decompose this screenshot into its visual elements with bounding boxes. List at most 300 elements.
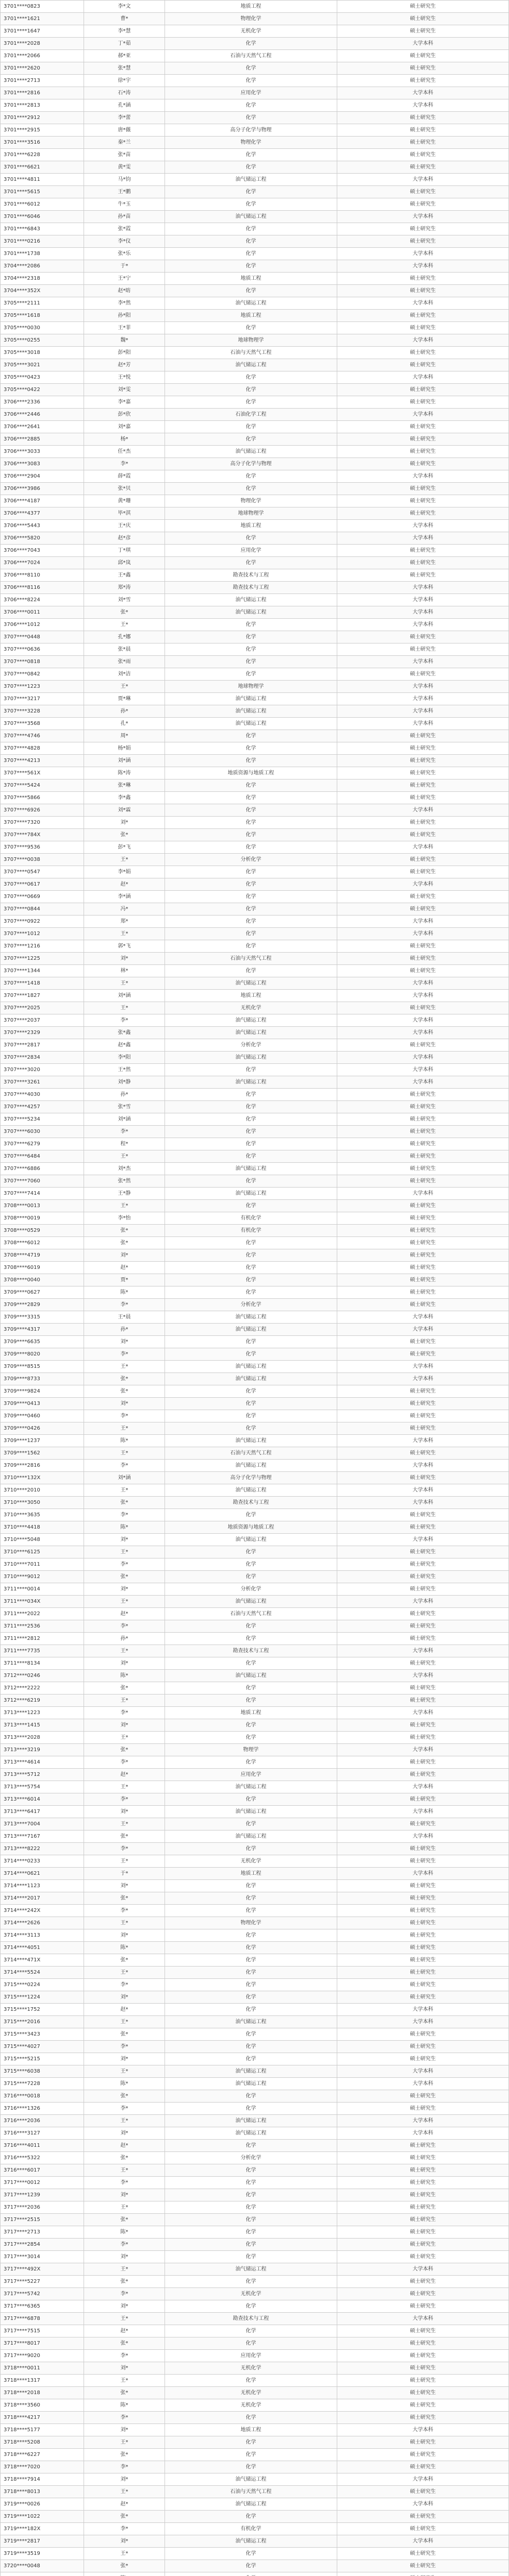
- id-cell: 3714****0621: [1, 1868, 84, 1880]
- table-row: [1, 1460, 509, 1472]
- degree-cell: 大学本科: [337, 2016, 509, 2028]
- id-cell: 3706****4377: [1, 507, 84, 520]
- degree-cell: 硕士研究生: [337, 1546, 509, 1558]
- table-row: [1, 1188, 509, 1200]
- table-row: [1, 1694, 509, 1707]
- id-cell: 3713****1223: [1, 1707, 84, 1719]
- name-cell: 刘*: [84, 2473, 165, 2486]
- degree-cell: 硕士研究生: [337, 2152, 509, 2164]
- id-cell: 3706****5443: [1, 520, 84, 532]
- major-cell: 化学: [165, 1410, 337, 1422]
- id-cell: 3709****1562: [1, 1447, 84, 1460]
- id-cell: 3701****2066: [1, 50, 84, 62]
- id-cell: 3714****5524: [1, 1967, 84, 1979]
- major-cell: 油气储运工程: [165, 2016, 337, 2028]
- id-cell: 3716****4011: [1, 2140, 84, 2152]
- degree-cell: 硕士研究生: [337, 1447, 509, 1460]
- id-cell: 3717****3014: [1, 2251, 84, 2263]
- table-row: [1, 458, 509, 470]
- degree-cell: 硕士研究生: [337, 1175, 509, 1188]
- degree-cell: 硕士研究生: [337, 421, 509, 433]
- name-cell: 张*: [84, 1571, 165, 1583]
- table-row: [1, 1484, 509, 1497]
- degree-cell: 硕士研究生: [337, 1756, 509, 1769]
- id-cell: 3715****1224: [1, 1991, 84, 2004]
- major-cell: 地球物理学: [165, 334, 337, 347]
- degree-cell: 大学本科: [337, 1868, 509, 1880]
- name-cell: 刘*涵: [84, 990, 165, 1002]
- table-row: [1, 792, 509, 804]
- degree-cell: 大学本科: [337, 1076, 509, 1089]
- degree-cell: 大学本科: [337, 2115, 509, 2127]
- table-row: [1, 903, 509, 916]
- degree-cell: 硕士研究生: [337, 1472, 509, 1484]
- major-cell: 地质工程: [165, 273, 337, 285]
- id-cell: 3707****0038: [1, 854, 84, 866]
- name-cell: 王*: [84, 2115, 165, 2127]
- major-cell: 化学: [165, 619, 337, 631]
- degree-cell: 硕士研究生: [337, 1237, 509, 1249]
- name-cell: 毕*淇: [84, 507, 165, 520]
- degree-cell: 硕士研究生: [337, 2214, 509, 2226]
- degree-cell: 大学本科: [337, 2313, 509, 2325]
- table-row: [1, 705, 509, 718]
- degree-cell: 硕士研究生: [337, 1385, 509, 1398]
- major-cell: 化学: [165, 2560, 337, 2572]
- table-row: [1, 2412, 509, 2424]
- major-cell: 地质工程: [165, 520, 337, 532]
- name-cell: 王*: [84, 2164, 165, 2177]
- degree-cell: 硕士研究生: [337, 2461, 509, 2473]
- degree-cell: 大学本科: [337, 87, 509, 99]
- table-row: [1, 507, 509, 520]
- name-cell: 王*: [84, 2548, 165, 2560]
- name-cell: 王*: [84, 2065, 165, 2078]
- id-cell: 3706****3083: [1, 458, 84, 470]
- name-cell: 孙*: [84, 1089, 165, 1101]
- id-cell: 3707****0842: [1, 668, 84, 681]
- name-cell: 李*: [84, 1905, 165, 1917]
- degree-cell: 硕士研究生: [337, 112, 509, 124]
- id-cell: 3705****3021: [1, 359, 84, 371]
- name-cell: 赵*彦: [84, 532, 165, 545]
- name-cell: 刘*: [84, 1806, 165, 1818]
- id-cell: 3708****0040: [1, 1274, 84, 1286]
- id-cell: 3716****5322: [1, 2152, 84, 2164]
- table-row: [1, 2239, 509, 2251]
- major-cell: 化学: [165, 1064, 337, 1076]
- table-row: [1, 2548, 509, 2560]
- degree-cell: 硕士研究生: [337, 1917, 509, 1929]
- name-cell: 刘*静: [84, 1076, 165, 1089]
- table-row: [1, 1163, 509, 1175]
- degree-cell: 硕士研究生: [337, 2548, 509, 2560]
- major-cell: 油气储运工程: [165, 1484, 337, 1497]
- name-cell: 王*: [84, 2016, 165, 2028]
- name-cell: 赵*: [84, 878, 165, 891]
- id-cell: 3705****0423: [1, 371, 84, 384]
- name-cell: 刘*: [84, 2127, 165, 2140]
- major-cell: 化学: [165, 1880, 337, 1892]
- id-cell: 3715****2016: [1, 2016, 84, 2028]
- degree-cell: 大学本科: [337, 334, 509, 347]
- name-cell: 张*: [84, 2090, 165, 2103]
- name-cell: 贾*琳: [84, 693, 165, 705]
- table-row: [1, 891, 509, 903]
- degree-cell: 硕士研究生: [337, 903, 509, 916]
- id-cell: 3706****2336: [1, 396, 84, 409]
- name-cell: 王*: [84, 1694, 165, 1707]
- name-cell: 张*: [84, 2387, 165, 2399]
- major-cell: 化学: [165, 1398, 337, 1410]
- table-row: [1, 1868, 509, 1880]
- major-cell: 化学: [165, 891, 337, 903]
- degree-cell: 硕士研究生: [337, 545, 509, 557]
- name-cell: 张*: [84, 2214, 165, 2226]
- id-cell: 3710****4418: [1, 1521, 84, 1534]
- id-cell: 3707****0818: [1, 656, 84, 668]
- name-cell: 刘*涵: [84, 1113, 165, 1126]
- name-cell: 张*: [84, 1385, 165, 1398]
- degree-cell: 硕士研究生: [337, 2276, 509, 2288]
- degree-cell: 大学本科: [337, 1014, 509, 1027]
- id-cell: 3701****2912: [1, 112, 84, 124]
- major-cell: 化学: [165, 940, 337, 953]
- major-cell: 化学: [165, 1719, 337, 1732]
- degree-cell: 大学本科: [337, 2473, 509, 2486]
- major-cell: 高分子化学与物理: [165, 124, 337, 137]
- major-cell: 化学: [165, 1126, 337, 1138]
- table-row: [1, 2375, 509, 2387]
- name-cell: 刘*雯: [84, 384, 165, 396]
- degree-cell: 硕士研究生: [337, 755, 509, 767]
- name-cell: 张*: [84, 1373, 165, 1385]
- table-body: [1, 1, 509, 2576]
- major-cell: 化学: [165, 2449, 337, 2461]
- degree-cell: 大学本科: [337, 532, 509, 545]
- table-row: [1, 2164, 509, 2177]
- major-cell: 油气储运工程: [165, 1163, 337, 1175]
- id-cell: 3708****0529: [1, 1225, 84, 1237]
- degree-cell: 硕士研究生: [337, 2177, 509, 2189]
- major-cell: 化学: [165, 2239, 337, 2251]
- name-cell: 张*雪: [84, 1101, 165, 1113]
- name-cell: 李*怡: [84, 1212, 165, 1225]
- name-cell: 李*: [84, 2239, 165, 2251]
- table-row: [1, 2461, 509, 2473]
- major-cell: 化学: [165, 371, 337, 384]
- table-row: [1, 1546, 509, 1558]
- id-cell: 3718****6227: [1, 2449, 84, 2461]
- name-cell: 张*: [84, 1682, 165, 1694]
- name-cell: 丁*茹: [84, 38, 165, 50]
- id-cell: 3707****0669: [1, 891, 84, 903]
- major-cell: 油气储运工程: [165, 2115, 337, 2127]
- name-cell: 王*: [84, 2436, 165, 2449]
- id-cell: 3701****6228: [1, 149, 84, 161]
- table-row: [1, 1361, 509, 1373]
- name-cell: 李*: [84, 1509, 165, 1521]
- table-row: [1, 2251, 509, 2263]
- major-cell: 化学: [165, 1150, 337, 1163]
- name-cell: 程*: [84, 1138, 165, 1150]
- degree-cell: 硕士研究生: [337, 495, 509, 507]
- table-row: [1, 137, 509, 149]
- id-cell: 3707****4213: [1, 755, 84, 767]
- table-row: [1, 2486, 509, 2498]
- name-cell: 李*涵: [84, 891, 165, 903]
- table-row: [1, 1954, 509, 1967]
- major-cell: 化学: [165, 2177, 337, 2189]
- degree-cell: 硕士研究生: [337, 2053, 509, 2065]
- table-row: [1, 1831, 509, 1843]
- table-row: [1, 1200, 509, 1212]
- major-cell: 化学: [165, 1843, 337, 1855]
- major-cell: 化学: [165, 631, 337, 643]
- name-cell: 李*: [84, 2103, 165, 2115]
- major-cell: 化学: [165, 186, 337, 198]
- major-cell: 油气储运工程: [165, 1781, 337, 1793]
- name-cell: 张*: [84, 2028, 165, 2041]
- table-row: [1, 1633, 509, 1645]
- name-cell: 刘*: [84, 2189, 165, 2201]
- id-cell: 3715****6038: [1, 2065, 84, 2078]
- table-row: [1, 1818, 509, 1831]
- table-row: [1, 124, 509, 137]
- id-cell: 3712****2222: [1, 1682, 84, 1694]
- degree-cell: 硕士研究生: [337, 310, 509, 322]
- major-cell: 石油与天然气工程: [165, 1608, 337, 1620]
- name-cell: 郑*涛: [84, 582, 165, 594]
- table-row: [1, 631, 509, 643]
- table-row: [1, 1645, 509, 1657]
- degree-cell: 硕士研究生: [337, 1410, 509, 1422]
- degree-cell: 硕士研究生: [337, 2164, 509, 2177]
- degree-cell: 大学本科: [337, 619, 509, 631]
- degree-cell: 硕士研究生: [337, 2325, 509, 2337]
- major-cell: 无机化学: [165, 25, 337, 38]
- major-cell: 油气储运工程: [165, 1324, 337, 1336]
- id-cell: 3711****2022: [1, 1608, 84, 1620]
- major-cell: 地球物理学: [165, 681, 337, 693]
- major-cell: 化学: [165, 483, 337, 495]
- major-cell: 化学: [165, 1237, 337, 1249]
- name-cell: 刘*: [84, 1929, 165, 1942]
- major-cell: 油气储运工程: [165, 594, 337, 606]
- name-cell: 王*: [84, 1967, 165, 1979]
- degree-cell: 硕士研究生: [337, 1039, 509, 1052]
- id-cell: 3711****0014: [1, 1583, 84, 1596]
- degree-cell: 硕士研究生: [337, 2226, 509, 2239]
- major-cell: 化学: [165, 656, 337, 668]
- major-cell: 化学: [165, 260, 337, 273]
- name-cell: 陈*: [84, 2399, 165, 2412]
- table-row: [1, 2511, 509, 2523]
- major-cell: 化学: [165, 1905, 337, 1917]
- id-cell: 3710****3635: [1, 1509, 84, 1521]
- table-row: [1, 446, 509, 458]
- id-cell: 3719****0026: [1, 2498, 84, 2511]
- name-cell: 王*: [84, 619, 165, 631]
- major-cell: 油气储运工程: [165, 1076, 337, 1089]
- id-cell: 3705****0255: [1, 334, 84, 347]
- name-cell: 彭*飞: [84, 841, 165, 854]
- id-cell: 3716****3127: [1, 2127, 84, 2140]
- name-cell: [84, 2572, 165, 2576]
- degree-cell: 硕士研究生: [337, 2449, 509, 2461]
- id-cell: 3717****2036: [1, 2201, 84, 2214]
- major-cell: 有机化学: [165, 1225, 337, 1237]
- degree-cell: 硕士研究生: [337, 458, 509, 470]
- name-cell: 刘*: [84, 1534, 165, 1546]
- degree-cell: 硕士研究生: [337, 569, 509, 582]
- table-row: [1, 1781, 509, 1793]
- table-row: [1, 779, 509, 792]
- id-cell: 3710****3050: [1, 1497, 84, 1509]
- name-cell: 秦*兰: [84, 137, 165, 149]
- major-cell: 地质工程: [165, 310, 337, 322]
- degree-cell: 大学本科: [337, 1645, 509, 1657]
- degree-cell: 大学本科: [337, 705, 509, 718]
- name-cell: 刘*: [84, 2053, 165, 2065]
- id-cell: 3710****9012: [1, 1571, 84, 1583]
- id-cell: 3707****2834: [1, 1052, 84, 1064]
- table-row: [1, 2214, 509, 2226]
- table-row: [1, 421, 509, 433]
- name-cell: 孔*涵: [84, 99, 165, 112]
- degree-cell: 大学本科: [337, 656, 509, 668]
- name-cell: 张*: [84, 2152, 165, 2164]
- name-cell: 陈*涛: [84, 767, 165, 779]
- name-cell: 陈*: [84, 1521, 165, 1534]
- major-cell: 地质资源与地质工程: [165, 767, 337, 779]
- major-cell: 化学: [165, 1694, 337, 1707]
- table-row: [1, 854, 509, 866]
- id-cell: 3718****4217: [1, 2412, 84, 2424]
- degree-cell: 大学本科: [337, 1670, 509, 1682]
- degree-cell: 硕士研究生: [337, 2103, 509, 2115]
- table-row: [1, 2189, 509, 2201]
- degree-cell: 硕士研究生: [337, 13, 509, 25]
- table-row: [1, 656, 509, 668]
- degree-cell: 硕士研究生: [337, 1002, 509, 1014]
- major-cell: 油气储运工程: [165, 174, 337, 186]
- table-row: [1, 2226, 509, 2239]
- major-cell: 化学: [165, 2511, 337, 2523]
- major-cell: 化学: [165, 755, 337, 767]
- name-cell: 张*: [84, 606, 165, 619]
- major-cell: 化学: [165, 1175, 337, 1188]
- name-cell: 魏*: [84, 334, 165, 347]
- id-cell: 3701****1738: [1, 248, 84, 260]
- name-cell: 李*: [84, 1756, 165, 1769]
- table-row: [1, 1558, 509, 1571]
- name-cell: 李*: [84, 2041, 165, 2053]
- degree-cell: 大学本科: [337, 2263, 509, 2276]
- id-cell: 3718****7020: [1, 2461, 84, 2473]
- name-cell: 孔*娜: [84, 631, 165, 643]
- table-row: [1, 767, 509, 779]
- degree-cell: 硕士研究生: [337, 137, 509, 149]
- table-row: [1, 1905, 509, 1917]
- major-cell: 地质工程: [165, 2424, 337, 2436]
- id-cell: 3706****4187: [1, 495, 84, 507]
- name-cell: 孙*阳: [84, 310, 165, 322]
- major-cell: 化学: [165, 1571, 337, 1583]
- name-cell: 王*: [84, 928, 165, 940]
- degree-cell: 硕士研究生: [337, 742, 509, 755]
- table-row: [1, 545, 509, 557]
- id-cell: 3704****2086: [1, 260, 84, 273]
- table-row: [1, 62, 509, 75]
- table-row: [1, 186, 509, 198]
- name-cell: 冯*: [84, 903, 165, 916]
- major-cell: 化学: [165, 1929, 337, 1942]
- table-row: [1, 1113, 509, 1126]
- degree-cell: 大学本科: [337, 1497, 509, 1509]
- major-cell: 石油与天然气工程: [165, 50, 337, 62]
- id-cell: 3706****2904: [1, 470, 84, 483]
- name-cell: 李*: [84, 1410, 165, 1422]
- id-cell: 3710****132X: [1, 1472, 84, 1484]
- name-cell: 赵*: [84, 1608, 165, 1620]
- id-cell: 3709****0426: [1, 1422, 84, 1435]
- major-cell: 化学: [165, 779, 337, 792]
- table-row: [1, 1138, 509, 1150]
- major-cell: 油气储运工程: [165, 1831, 337, 1843]
- major-cell: 油气储运工程: [165, 718, 337, 730]
- table-row: [1, 1422, 509, 1435]
- id-cell: 3706****8110: [1, 569, 84, 582]
- name-cell: 任*杰: [84, 446, 165, 458]
- name-cell: 李*: [84, 1460, 165, 1472]
- degree-cell: 硕士研究生: [337, 2028, 509, 2041]
- major-cell: 无机化学: [165, 1002, 337, 1014]
- id-cell: 3716****1326: [1, 2103, 84, 2115]
- name-cell: 于*: [84, 260, 165, 273]
- name-cell: 赵*芳: [84, 359, 165, 371]
- degree-cell: 大学本科: [337, 718, 509, 730]
- name-cell: 张*: [84, 2449, 165, 2461]
- degree-cell: 硕士研究生: [337, 1262, 509, 1274]
- id-cell: 3706****0011: [1, 606, 84, 619]
- id-cell: 3701****2915: [1, 124, 84, 137]
- table-row: [1, 1212, 509, 1225]
- table-row: [1, 2325, 509, 2337]
- major-cell: 化学: [165, 2053, 337, 2065]
- major-cell: 化学: [165, 1509, 337, 1521]
- degree-cell: 硕士研究生: [337, 1089, 509, 1101]
- table-row: [1, 470, 509, 483]
- name-cell: 李*: [84, 2177, 165, 2189]
- id-cell: 3707****5234: [1, 1113, 84, 1126]
- table-row: [1, 1744, 509, 1756]
- id-cell: 3701****6012: [1, 198, 84, 211]
- major-cell: 化学: [165, 1274, 337, 1286]
- degree-cell: 大学本科: [337, 804, 509, 817]
- id-cell: 3718****5177: [1, 2424, 84, 2436]
- degree-cell: 硕士研究生: [337, 1126, 509, 1138]
- degree-cell: 硕士研究生: [337, 2140, 509, 2152]
- table-row: [1, 223, 509, 235]
- degree-cell: 大学本科: [337, 1324, 509, 1336]
- table-row: [1, 1262, 509, 1274]
- table-row: [1, 532, 509, 545]
- major-cell: 无机化学: [165, 2362, 337, 2375]
- name-cell: 王*: [84, 1917, 165, 1929]
- id-cell: 3718****0011: [1, 2362, 84, 2375]
- degree-cell: 大学本科: [337, 2424, 509, 2436]
